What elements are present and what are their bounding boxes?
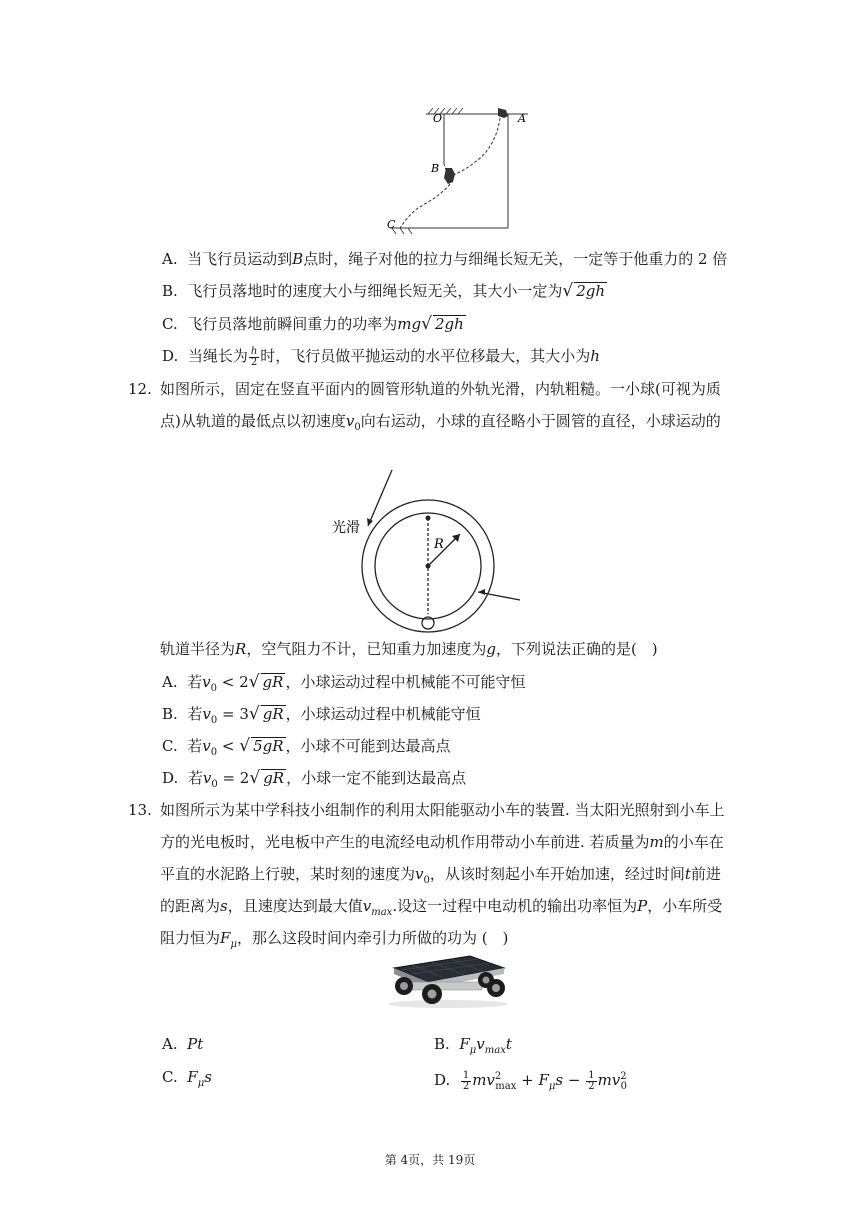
q12-option-b: B. 若$v_0 = 3√$ gR ，小球运动过程中机械能守恒 bbox=[162, 704, 481, 726]
q12-option-c: C. 若$v_0$ < √ 5gR ，小球不可能到达最高点 bbox=[162, 736, 451, 758]
circular-track-diagram bbox=[330, 468, 530, 634]
q12-number: 12. bbox=[128, 380, 152, 398]
q13-stem-line3: 平直的水泥路上行驶，某时刻的速度为$v_0$，从该时刻起小车开始加速，经过时间t前进 bbox=[160, 865, 721, 886]
q13-number: 13. bbox=[128, 801, 152, 819]
q11-option-a: A. 当飞行员运动到B点时，绳子对他的拉力与细绳长短无关，一定等于他重力的 2 倍 bbox=[162, 250, 728, 268]
q11-option-d: D. 当绳长为 $\frac{h}{2}$ 时，飞行员做平抛运动的水平位移最大，其大小为h bbox=[162, 345, 600, 368]
solar-car-image bbox=[382, 948, 514, 1010]
label-b: B bbox=[431, 162, 440, 175]
radius-label: R bbox=[434, 537, 444, 552]
q13-option-b: B. $F_\mu v_{max}t$ bbox=[434, 1035, 512, 1056]
label-a: A bbox=[518, 112, 526, 125]
q13-stem-line1: 如图所示为某中学科技小组制作的利用太阳能驱动小车的装置. 当太阳光照射到小车上 bbox=[160, 801, 725, 819]
q13-option-d: D. $\frac{1}{2}$ $mv^2_{max} + F_\mu s$ − $\frac{1}{2}$ $mv^2_0$ bbox=[434, 1069, 628, 1092]
q13-option-a: A. Pt bbox=[162, 1035, 204, 1053]
q13-option-c: C. $F_\mu s$ bbox=[162, 1068, 212, 1089]
flyer-diagram bbox=[380, 104, 540, 230]
q12-option-d: D. 若$v_0 = 2√$ gR ，小球一定不能到达最高点 bbox=[162, 768, 467, 790]
smooth-label: 光滑 bbox=[332, 520, 360, 536]
q12-stem-line2: 点)从轨道的最低点以初速度$v_0$向右运动，小球的直径略小于圆管的直径，小球运动的 bbox=[160, 412, 721, 433]
q12-stem-line1: 如图所示，固定在竖直平面内的圆管形轨道的外轨光滑，内轨粗糙。一小球(可视为质 bbox=[160, 380, 721, 398]
page-footer: 第 4页，共 19页 bbox=[384, 1153, 476, 1167]
label-o: O bbox=[433, 112, 443, 125]
label-c: C bbox=[387, 218, 396, 231]
q13-stem-line4: 的距离为s，且速度达到最大值$v_{max}$.设这一过程中电动机的输出功率恒为P，小车所受 bbox=[160, 897, 723, 918]
q11-option-c: C. 飞行员落地前瞬间重力的功率为mg√ 2gh bbox=[162, 314, 464, 334]
q13-stem-line2: 方的光电板时，光电板中产生的电流经电动机作用带动小车前进. 若质量为m的小车在 bbox=[160, 833, 724, 851]
q12-option-a: A. 若$v_0 < 2√$ gR ，小球运动过程中机械能不可能守恒 bbox=[162, 672, 526, 694]
q12-stem-line3: 轨道半径为R，空气阻力不计，已知重力加速度为g，下列说法正确的是( ) bbox=[160, 640, 658, 658]
q13-stem-line5: 阻力恒为$F_\mu$，那么这段时间内牵引力所做的功为 ( ) bbox=[160, 929, 509, 950]
q11-option-b: B. 飞行员落地时的速度大小与细绳长短无关，其大小一定为√ 2gh bbox=[162, 281, 606, 301]
